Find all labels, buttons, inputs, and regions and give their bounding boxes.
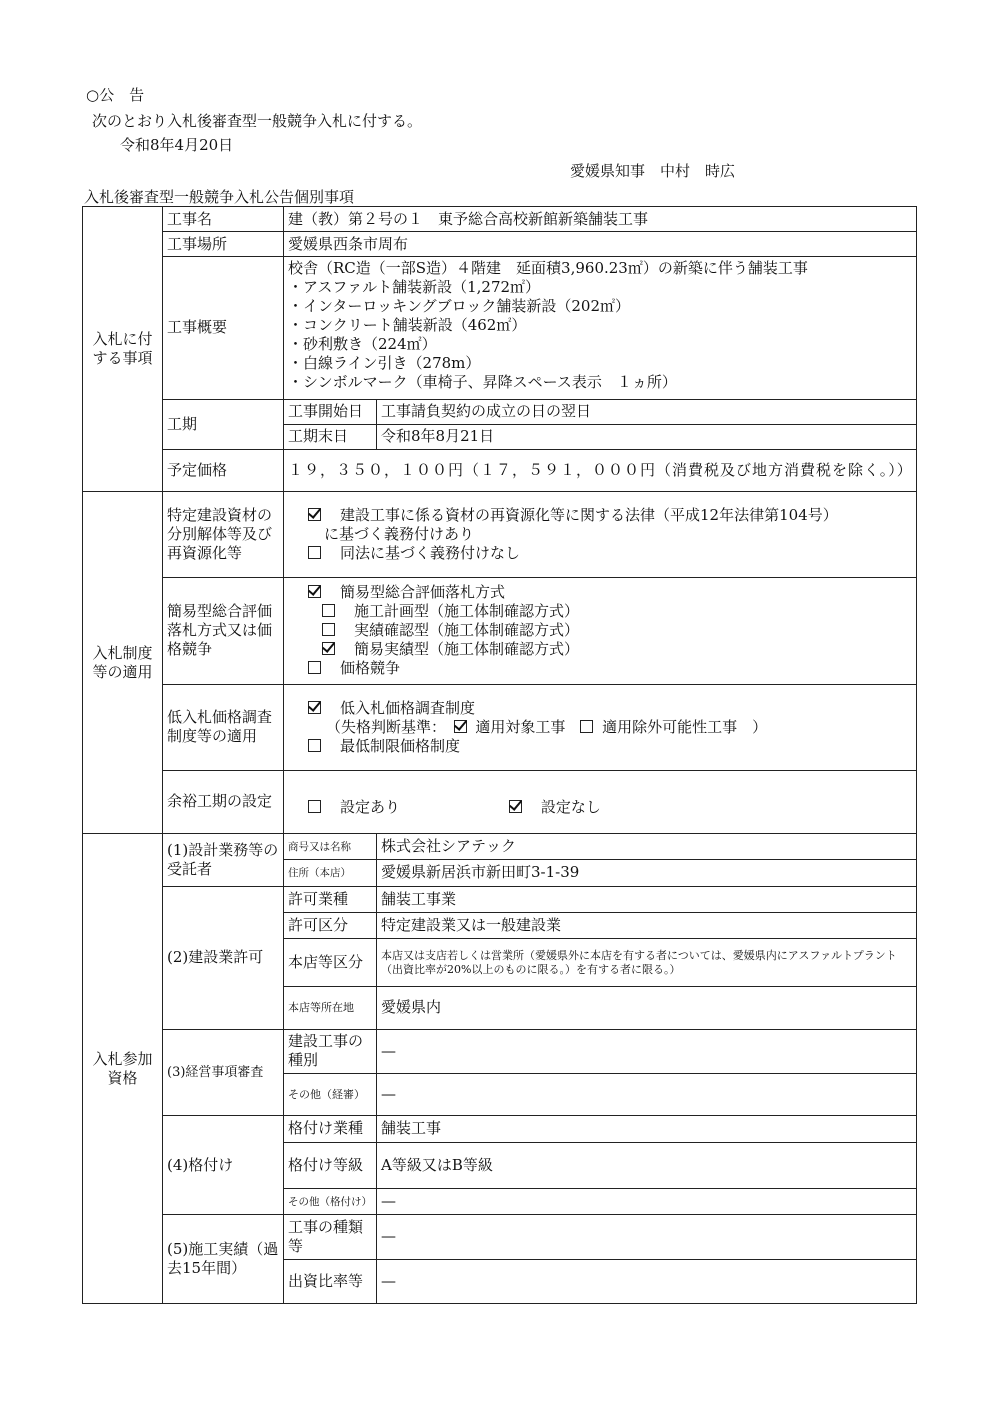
label-license-class: 許可区分 [284,912,377,938]
table-row [83,770,917,834]
value-work-summary [284,257,917,399]
method-option-simple[interactable]: 簡易型総合評価落札方式 [288,583,912,602]
table-row [83,684,917,770]
label-address: 住所（本店） [284,860,377,886]
summary-line: ・コンクリート舗装新設（462㎡） [288,316,527,335]
unchecked-box-icon [308,800,321,813]
label-license: (2)建設業許可 [163,886,284,1029]
value-start-date: 工事請負契約の成立の日の翌日 [377,399,917,424]
section-bid-items: 入札に付する事項 [83,207,163,492]
checked-box-icon [509,800,522,813]
label-work-summary: 工事概要 [163,257,284,399]
summary-line: ・砂利敷き（224㎡） [288,335,437,354]
table-row [83,492,917,578]
checked-box-icon[interactable] [454,720,467,733]
label-rank-type: 格付け業種 [284,1116,377,1142]
label-review: (3)経営事項審査 [163,1029,284,1116]
label-review-other: その他（経審） [284,1074,377,1116]
value-recycle [284,492,917,578]
notice-table [82,206,917,1304]
value-margin-period [284,770,917,834]
recycle-option-yes-cont: に基づく義務付けあり [324,525,475,544]
table-row [83,232,917,257]
checked-box-icon [322,642,335,655]
checked-box-icon [308,701,321,714]
summary-line: ・インターロッキングブロック舗装新設（202㎡） [288,297,630,316]
label-rank-grade: 格付け等級 [284,1142,377,1188]
value-record-ratio: — [377,1259,917,1304]
method-sub-simple-record[interactable]: 簡易実績型（施工体制確認方式） [288,640,912,659]
table-row [83,1215,917,1259]
label-trade-name: 商号又は名称 [284,834,377,860]
table-row [83,257,917,399]
recycle-option-no[interactable]: 同法に基づく義務付けなし [288,544,912,563]
issuer-name: 愛媛県知事 中村 時広 [570,162,736,180]
unchecked-box-icon[interactable] [580,720,593,733]
value-lowbid [284,684,917,770]
checked-box-icon [308,508,321,521]
table-row [83,1029,917,1073]
label-review-type: 建設工事の種別 [284,1029,377,1073]
label-recycle: 特定建設資材の分別解体等及び再資源化等 [163,492,284,578]
method-option-price[interactable]: 価格競争 [288,659,912,678]
value-work-place: 愛媛県西条市周布 [284,232,917,257]
lowbid-option-minimum[interactable]: 最低制限価格制度 [288,737,912,756]
value-end-date: 令和8年8月21日 [377,424,917,449]
value-rank-grade: A等級又はB等級 [377,1142,917,1188]
value-record-type: — [377,1215,917,1259]
label-lowbid: 低入札価格調査制度等の適用 [163,684,284,770]
table-caption: 入札後審査型一般競争入札公告個別事項 [84,188,355,206]
section-qualification: 入札参加資格 [83,834,163,1304]
label-work-place: 工事場所 [163,232,284,257]
notice-date: 令和8年4月20日 [120,136,234,154]
checked-box-icon [308,585,321,598]
summary-line: 校舎（RC造（一部S造）４階建 延面積3,960.23㎡）の新築に伴う舗装工事 [288,259,808,278]
value-license-class: 特定建設業又は一般建設業 [377,912,917,938]
recycle-option-yes[interactable]: 建設工事に係る資材の再資源化等に関する法律（平成12年法律第104号） [288,506,912,525]
value-work-name: 建（教）第２号の１ 東予総合高校新館新築舗装工事 [284,207,917,232]
label-rank: (4)格付け [163,1116,284,1215]
value-office-location: 愛媛県内 [377,987,917,1029]
label-method: 簡易型総合評価落札方式又は価格競争 [163,578,284,685]
value-rank-other: — [377,1188,917,1214]
label-designer: (1)設計業務等の受託者 [163,834,284,886]
label-end-date: 工期末日 [284,424,377,449]
value-review-other: — [377,1074,917,1116]
method-sub-record[interactable]: 実績確認型（施工体制確認方式） [288,621,912,640]
unchecked-box-icon [308,661,321,674]
label-record: (5)施工実績（過去15年間） [163,1215,284,1304]
unchecked-box-icon [308,739,321,752]
unchecked-box-icon [322,623,335,636]
summary-line: ・シンボルマーク（車椅子、昇降スペース表示 １ヵ所） [288,373,677,392]
label-office-location: 本店等所在地 [284,987,377,1029]
table-row [83,834,917,860]
notice-heading: ○公 告 [86,86,145,104]
table-row [83,399,917,424]
label-margin-period: 余裕工期の設定 [163,770,284,834]
method-sub-plan[interactable]: 施工計画型（施工体制確認方式） [288,602,912,621]
summary-line: ・アスファルト舗装新設（1,272㎡） [288,278,541,297]
margin-option-no[interactable]: 設定なし [405,798,601,816]
label-record-ratio: 出資比率等 [284,1259,377,1304]
summary-line: ・白線ライン引き（278m） [288,354,481,373]
section-system: 入札制度等の適用 [83,492,163,834]
unchecked-box-icon [308,546,321,559]
label-planned-price: 予定価格 [163,449,284,491]
value-method [284,578,917,685]
table-row [83,578,917,685]
value-trade-name: 株式会社シアテック [377,834,917,860]
table-row [83,886,917,912]
table-row [83,449,917,491]
label-period: 工期 [163,399,284,449]
value-rank-type: 舗装工事 [377,1116,917,1142]
value-license-type: 舗装工事業 [377,886,917,912]
table-row [83,207,917,232]
unchecked-box-icon [322,604,335,617]
value-office: 本店又は支店若しくは営業所（愛媛県外に本店を有する者については、愛媛県内にアスファルトプラント（出資比率が20%以上のものに限る。）を有する者に限る。） [377,938,917,986]
label-office: 本店等区分 [284,938,377,986]
value-review-type: — [377,1029,917,1073]
label-work-name: 工事名 [163,207,284,232]
value-address: 愛媛県新居浜市新田町3-1-39 [377,860,917,886]
lowbid-criteria: （失格判断基準： 適用対象工事 適用除外可能性工事 ） [326,717,768,736]
intro-text: 次のとおり入札後審査型一般競争入札に付する。 [92,112,423,130]
margin-option-yes[interactable]: 設定あり [288,798,400,816]
table-row [83,1116,917,1142]
label-start-date: 工事開始日 [284,399,377,424]
label-record-type: 工事の種類等 [284,1215,377,1259]
lowbid-option-survey[interactable]: 低入札価格調査制度 [288,699,912,718]
label-rank-other: その他（格付け） [284,1188,377,1214]
label-license-type: 許可業種 [284,886,377,912]
value-planned-price: １９，３５０，１００円（１７，５９１，０００円（消費税及び地方消費税を除く。）） [284,449,917,491]
